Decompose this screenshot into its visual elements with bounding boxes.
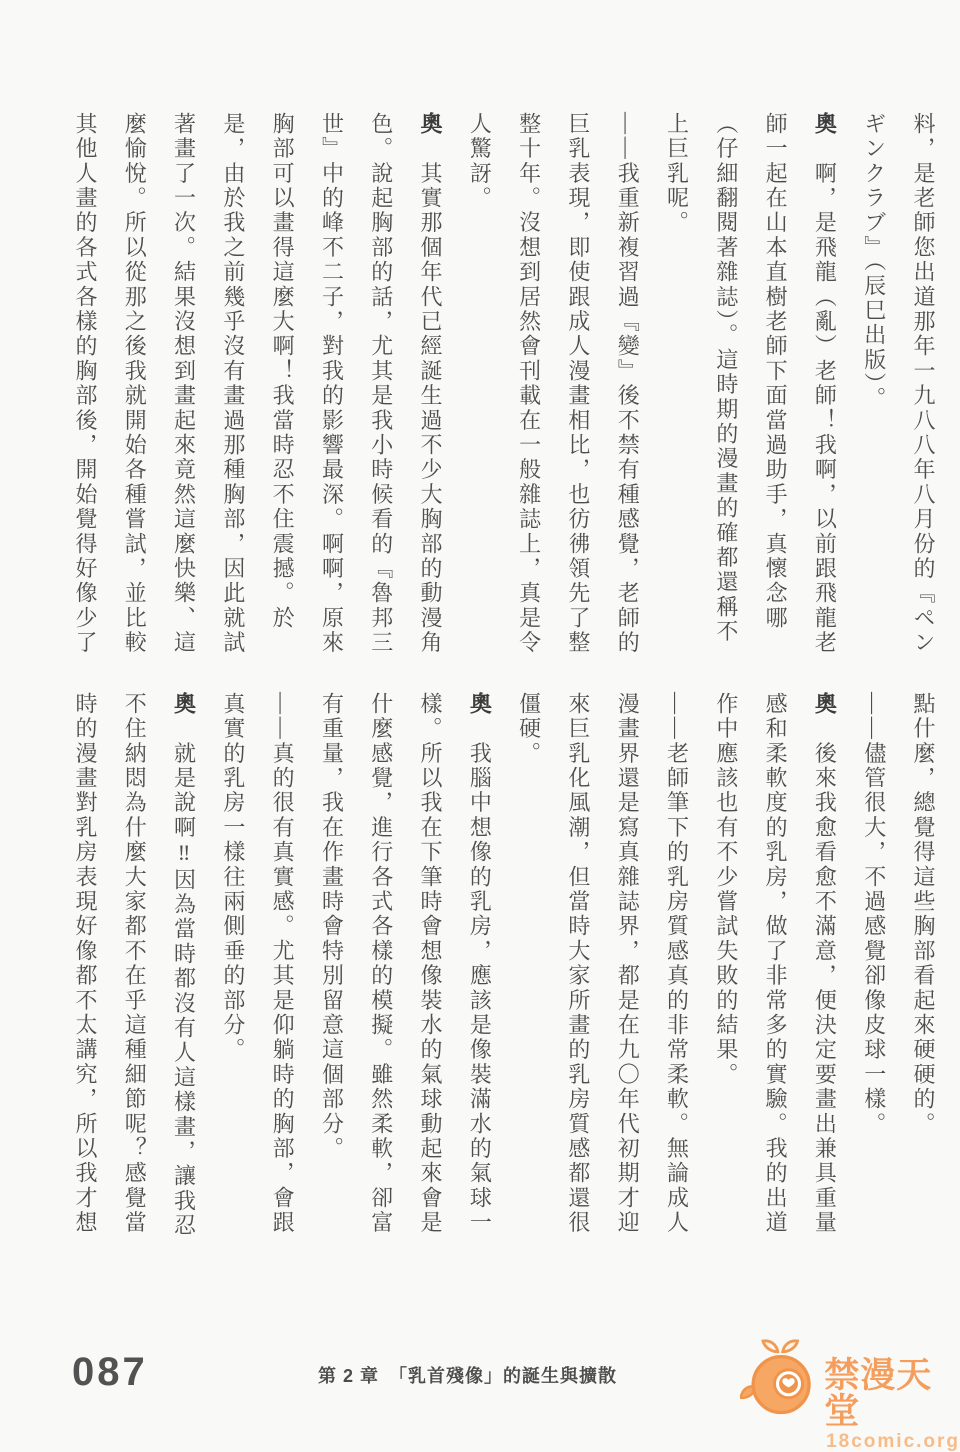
speaker-label: 奧 — [418, 112, 444, 137]
column-text: 有重量，我在作畫時會特別留意這個部分。 — [319, 692, 345, 1162]
column-text: 其他人畫的各式各樣的胸部後，開始覺得好像少了 — [72, 112, 98, 656]
text-column — [159, 112, 208, 668]
column-text: 著畫了一次。結果沒想到畫起來竟然這麼快樂、這 — [171, 112, 197, 656]
text-column — [159, 692, 208, 1248]
column-text: （仔細翻閱著雜誌）。這時期的漫畫的確都還稱不 — [713, 112, 739, 645]
interview-text-top-section — [56, 112, 948, 668]
column-text: 什麼感覺，進行各式各樣的模擬。雖然柔軟，卻富 — [368, 692, 394, 1236]
column-text: 整十年。沒想到居然會刊載在一般雜誌上，真是令 — [516, 112, 542, 656]
column-text: 作中應該也有不少嘗試失敗的結果。 — [713, 692, 739, 1088]
column-text: ギンクラブ』（辰巳出版）。 — [861, 112, 887, 412]
column-text: 感和柔軟度的乳房，做了非常多的實驗。我的出道 — [763, 692, 789, 1236]
watermark-text — [824, 1358, 960, 1452]
text-column — [504, 112, 553, 668]
column-text: 巨乳表現，即使跟成人漫畫相比，也彷彿領先了整 — [565, 112, 591, 656]
text-column — [652, 692, 701, 1248]
text-column — [849, 112, 898, 668]
text-column — [455, 112, 504, 668]
text-column — [899, 692, 948, 1248]
column-text: 樣。所以我在下筆時會想像裝水的氣球動起來會是 — [418, 692, 444, 1236]
text-column — [406, 692, 455, 1248]
text-column — [61, 692, 110, 1248]
text-column — [209, 692, 258, 1248]
text-column — [800, 692, 849, 1248]
text-column — [849, 692, 898, 1248]
text-column — [209, 112, 258, 668]
text-column — [258, 112, 307, 668]
text-column — [554, 692, 603, 1248]
text-column — [307, 112, 356, 668]
column-text: 料，是老師您出道那年一九八八年八月份的『ペン — [911, 112, 936, 656]
speaker-label: 奧 — [812, 112, 838, 137]
column-text: 其實那個年代已經誕生過不少大胸部的動漫角 — [418, 136, 444, 656]
watermark-site-name: 禁漫天堂 — [824, 1356, 933, 1431]
speaker-label: 奧 — [171, 692, 197, 717]
column-text: 啊，是飛龍（亂）老師！我啊，以前跟飛龍老 — [812, 136, 838, 656]
text-column — [504, 692, 553, 1248]
column-text: 後來我愈看愈不滿意，便決定要畫出兼具重量 — [812, 716, 838, 1236]
column-text: 人驚訝。 — [467, 112, 493, 211]
column-text: 來巨乳化風潮，但當時大家所畫的乳房質感都還很 — [565, 692, 591, 1236]
text-column — [702, 112, 751, 668]
text-column — [307, 692, 356, 1248]
text-column — [899, 112, 948, 668]
column-text: 麼愉悅。所以從那之後我就開始各種嘗試，並比較 — [122, 112, 148, 656]
text-column — [258, 692, 307, 1248]
chapter-footer: 第 2 章 「乳首殘像」的誕生與擴散 — [318, 1366, 618, 1386]
text-column — [110, 692, 159, 1248]
speaker-label: 奧 — [812, 692, 838, 717]
column-text: 胸部可以畫得這麼大啊！我當時忍不住震撼。於 — [270, 112, 296, 631]
text-column — [702, 692, 751, 1248]
page-number: 087 — [72, 1350, 148, 1394]
interview-text-bottom-section — [56, 692, 948, 1248]
column-text: 我腦中想像的乳房，應該是像裝滿水的氣球一 — [467, 716, 493, 1236]
watermark-site-url: 18comic.org — [826, 1431, 960, 1452]
column-text: 真實的乳房一樣往兩側垂的部分。 — [220, 692, 246, 1063]
text-column — [356, 692, 405, 1248]
column-text: ——真的很有真實感。尤其是仰躺時的胸部，會跟 — [270, 692, 296, 1236]
column-text: 色。說起胸部的話，尤其是我小時候看的『魯邦三 — [368, 112, 394, 656]
column-text: 時的漫畫對乳房表現好像都不太講究，所以我才想 — [72, 692, 98, 1236]
column-text: 點什麼，總覺得這些胸部看起來硬硬的。 — [911, 692, 936, 1137]
text-column — [800, 112, 849, 668]
column-text: ——老師筆下的乳房質感真的非常柔軟。無論成人 — [664, 692, 690, 1236]
text-column — [652, 112, 701, 668]
column-text: 不住納悶為什麼大家都不在乎這種細節呢？感覺當 — [122, 692, 148, 1236]
column-text: 世』中的峰不二子，對我的影響最深。啊啊，原來 — [319, 112, 345, 656]
text-column — [406, 112, 455, 668]
text-column — [554, 112, 603, 668]
text-column — [603, 112, 652, 668]
text-column — [603, 692, 652, 1248]
column-text: 漫畫界還是寫真雜誌界，都是在九〇年代初期才迎 — [615, 692, 641, 1236]
text-column — [751, 692, 800, 1248]
text-column — [61, 112, 110, 668]
peach-mascot-icon — [740, 1336, 822, 1420]
column-text: ——我重新複習過『變』後不禁有種感覺，老師的 — [615, 112, 641, 656]
speaker-label: 奧 — [467, 692, 493, 717]
column-text: 上巨乳呢。 — [664, 112, 690, 236]
column-text: 就是說啊‼因為當時都沒有人這樣畫，讓我忍 — [171, 716, 197, 1239]
site-watermark — [740, 1336, 960, 1452]
text-column — [110, 112, 159, 668]
column-text: ——儘管很大，不過感覺卻像皮球一樣。 — [861, 692, 887, 1137]
text-column — [751, 112, 800, 668]
column-text: 僵硬。 — [516, 692, 542, 767]
text-column — [356, 112, 405, 668]
text-column — [455, 692, 504, 1248]
column-text: 師一起在山本直樹老師下面當過助手，真懷念哪 — [763, 112, 789, 631]
column-text: 是，由於我之前幾乎沒有畫過那種胸部，因此就試 — [220, 112, 246, 656]
